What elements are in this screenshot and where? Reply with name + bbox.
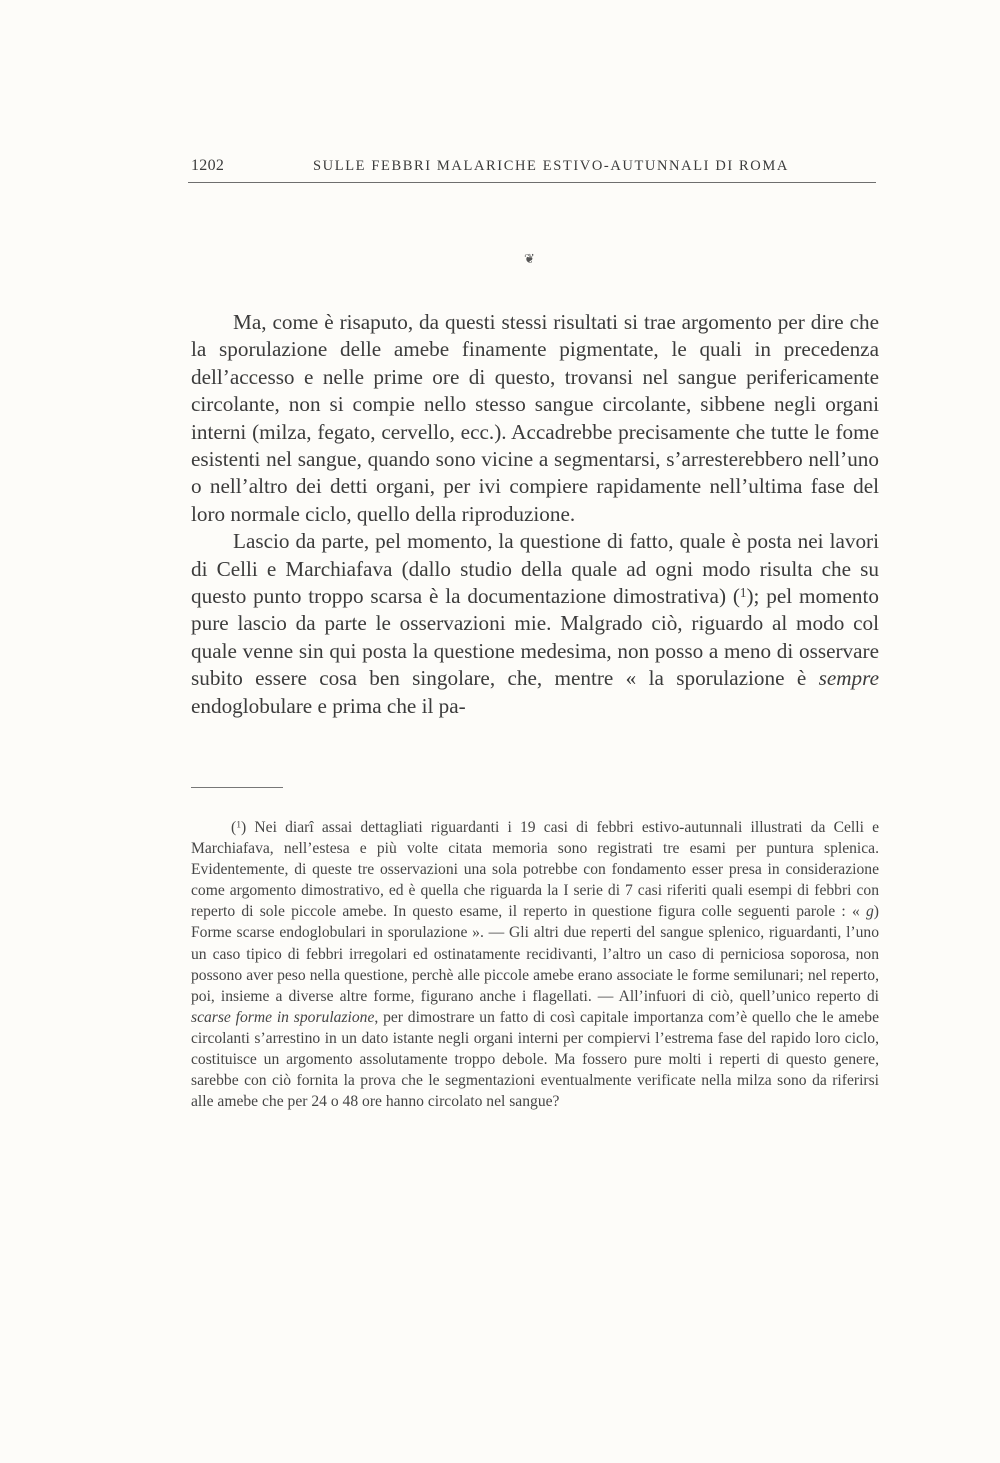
footnote-mark: 1 xyxy=(236,819,242,831)
footnote-text-c: , per dimostrare un fatto di così capitale importanza com’è quello che le amebe circolanti s’arrestino in un dato istante negli organi interni per compiervi l’estrema fase del rapido loro ciclo, costituisce un argomento assolutamente troppo debole. Ma fossero pure molti i reperti di questo genere, sarebbe con ciò fornita la prova che le segmentazioni eventualmente verificate nella milza sono da riferirsi alle amebe che per 24 o 48 ore hanno circolato nel sangue? xyxy=(191,1008,880,1111)
footnote-text-a: Nei diarî assai dettagliati riguardanti i 19 casi di febbri estivo-autunnali illustrati da Celli e Marchiafava, nell’estesa e più volte citata memoria sono registrati tre esami per puntura splenica. Evidentemente, di queste tre osservazioni una sola potrebbe con fondamento esser presa in considerazione come argomento dimostrativo, ed è quella che riguarda la I serie di 7 casi riferiti quali esempi di febbri con reperto di sole piccole amebe. In questo esame, il reperto in questione figura colle seguenti parole : « xyxy=(191,819,879,921)
header-rule xyxy=(188,182,876,183)
paragraph-2-text-a: Lascio da parte, pel momento, la questione di fatto, quale è posta nei lavori di Celli e Marchiafava (dallo studio della quale ad ogni modo risulta che su questo punto troppo scarsa è la documentazione dimostrativa) ( xyxy=(191,529,879,609)
footnote-italic-g: g xyxy=(866,903,874,921)
footnote xyxy=(191,817,879,1112)
paragraph-2 xyxy=(191,528,879,720)
main-text xyxy=(191,309,879,720)
paragraph-2-text-b: ); pel momento pure lascio da parte le osservazioni mie. Malgrado ciò, riguardo al modo col quale venne sin qui posta la questione medesima, non posso a meno di osservare subito essere cosa ben singolare, che, mentre « la sporulazione è xyxy=(191,584,879,691)
footnote-mark-open: ( xyxy=(231,819,237,836)
footnote-rule xyxy=(191,787,283,788)
footnote-text-b: ) Forme scarse endoglobulari in sporulazione ». — Gli altri due reperti del sangue splenico, riguardanti, l’uno un caso tipico di febbri irregolari ed ostinatamente recidivanti, l’altro un caso di perniciosa soporosa, non possono aver peso nella questione, perchè alle piccole amebe erano associate le forme semilunari; nel reperto, poi, insieme a diverse altre forme, figurano anche i flagellati. — All’infuori di ciò, quell’unico reperto di xyxy=(191,903,879,1005)
footnote-reference: 1 xyxy=(739,585,747,601)
emphasis-sempre: sempre xyxy=(818,666,879,691)
footnote-paragraph xyxy=(191,817,879,1112)
running-head: SULLE FEBBRI MALARICHE ESTIVO-AUTUNNALI DI ROMA xyxy=(313,158,789,174)
ornament-icon: ❦ xyxy=(524,251,535,266)
footnote-italic-phrase: scarse forme in sporulazione xyxy=(191,1008,375,1026)
paragraph-1: Ma, come è risaputo, da questi stessi risultati si trae argomento per dire che la sporulazione delle amebe finamente pigmentate, le quali in precedenza dell’accesso e nelle prime ore di questo, trovansi nel sangue perifericamente circolante, non si compie nello stesso sangue circolante, sibbene negli organi interni (milza, fegato, cervello, ecc.). Accadrebbe precisamente che tutte le fome esistenti nel sangue, quando sono vicine a segmentarsi, s’arresterebbero nell’uno o nell’altro dei detti organi, per ivi compiere rapidamente nell’ultima fase del loro normale ciclo, quello della riproduzione. xyxy=(191,310,879,526)
page-number: 1202 xyxy=(191,157,225,174)
paragraph-2-text-c: endoglobulare e prima che il pa- xyxy=(191,693,466,718)
footnote-mark-close: ) xyxy=(241,819,255,836)
page-header xyxy=(191,157,875,181)
